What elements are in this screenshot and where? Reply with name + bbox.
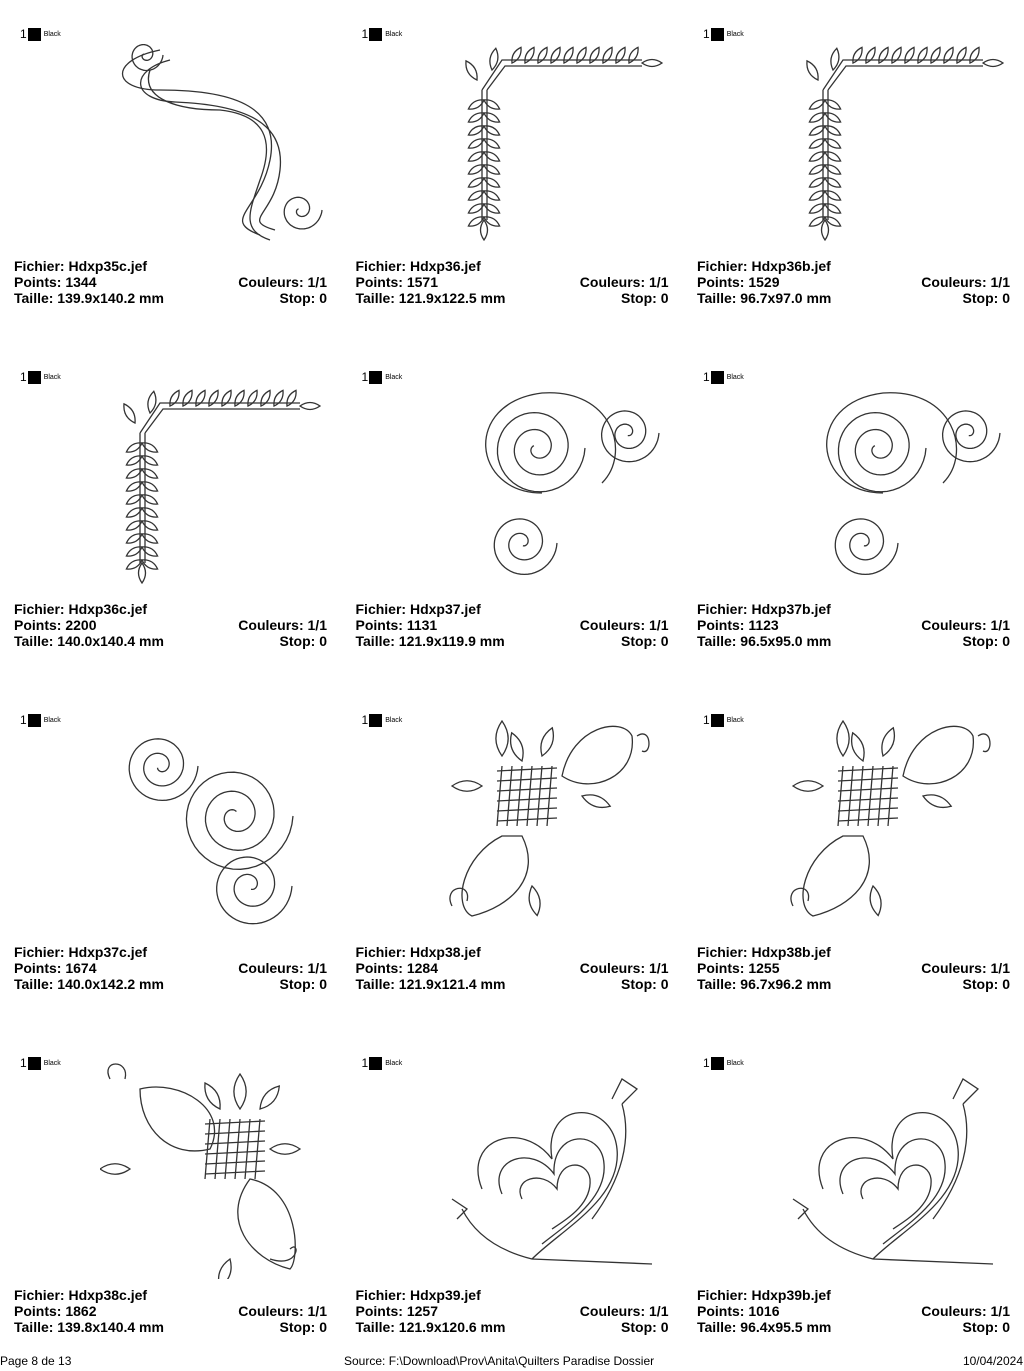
design-info bbox=[14, 1287, 327, 1335]
embroidery-drawing bbox=[783, 373, 1013, 593]
embroidery-drawing bbox=[783, 716, 1013, 936]
embroidery-preview bbox=[442, 373, 672, 593]
color-box bbox=[28, 28, 41, 41]
file-line: Fichier: Hdxp36c.jef bbox=[14, 601, 148, 617]
file-line: Fichier: Hdxp38b.jef bbox=[697, 944, 831, 960]
color-name: Black bbox=[726, 30, 744, 38]
color-box bbox=[28, 371, 41, 384]
points-line: Points: 1131 bbox=[355, 617, 438, 633]
colors-line: Couleurs: 1/1 bbox=[238, 960, 327, 976]
size-line: Taille: 121.9x119.9 mm bbox=[355, 633, 505, 649]
points-line: Points: 1257 bbox=[355, 1303, 438, 1319]
points-line: Points: 1571 bbox=[355, 274, 438, 290]
page-number: Page 8 de 13 bbox=[0, 1354, 72, 1368]
print-date: 10/04/2024 bbox=[962, 1354, 1023, 1368]
color-swatch bbox=[20, 713, 61, 727]
design-info bbox=[14, 258, 327, 306]
size-line: Taille: 139.9x140.2 mm bbox=[14, 290, 164, 306]
embroidery-drawing bbox=[442, 373, 672, 593]
design-info bbox=[697, 601, 1010, 649]
color-number: 1 bbox=[20, 713, 27, 727]
size-line: Taille: 140.0x140.4 mm bbox=[14, 633, 164, 649]
embroidery-drawing bbox=[442, 1059, 672, 1279]
file-line: Fichier: Hdxp37.jef bbox=[355, 601, 481, 617]
design-info bbox=[356, 601, 669, 649]
color-box bbox=[28, 1057, 41, 1070]
size-line: Taille: 96.4x95.5 mm bbox=[697, 1319, 832, 1335]
color-number: 1 bbox=[703, 713, 710, 727]
embroidery-preview bbox=[100, 1059, 330, 1279]
points-line: Points: 2200 bbox=[14, 617, 97, 633]
embroidery-preview bbox=[100, 373, 330, 593]
color-swatch bbox=[20, 1056, 61, 1070]
points-line: Points: 1674 bbox=[14, 960, 97, 976]
stop-line: Stop: 0 bbox=[279, 633, 327, 649]
color-swatch bbox=[703, 27, 744, 41]
embroidery-drawing bbox=[100, 373, 330, 593]
colors-line: Couleurs: 1/1 bbox=[921, 617, 1010, 633]
design-info bbox=[697, 258, 1010, 306]
colors-line: Couleurs: 1/1 bbox=[921, 274, 1010, 290]
color-number: 1 bbox=[20, 1056, 27, 1070]
color-number: 1 bbox=[703, 27, 710, 41]
design-info bbox=[14, 601, 327, 649]
colors-line: Couleurs: 1/1 bbox=[921, 960, 1010, 976]
stop-line: Stop: 0 bbox=[279, 290, 327, 306]
size-line: Taille: 96.7x96.2 mm bbox=[697, 976, 832, 992]
source-path: Source: F:\Download\Prov\Anita\Quilters Paradise Dossier bbox=[344, 1354, 655, 1368]
color-swatch bbox=[362, 370, 403, 384]
points-line: Points: 1123 bbox=[697, 617, 779, 633]
design-cell bbox=[342, 343, 683, 685]
color-name: Black bbox=[726, 716, 744, 724]
color-number: 1 bbox=[20, 27, 27, 41]
file-line: Fichier: Hdxp37b.jef bbox=[697, 601, 831, 617]
embroidery-drawing bbox=[100, 1059, 330, 1279]
color-swatch bbox=[703, 713, 744, 727]
embroidery-preview bbox=[783, 30, 1013, 250]
color-name: Black bbox=[43, 30, 61, 38]
color-name: Black bbox=[726, 1059, 744, 1067]
embroidery-drawing bbox=[442, 30, 672, 250]
color-number: 1 bbox=[361, 713, 369, 727]
embroidery-preview bbox=[783, 716, 1013, 936]
file-line: Fichier: Hdxp38.jef bbox=[355, 944, 481, 960]
color-box bbox=[711, 28, 724, 41]
color-number: 1 bbox=[361, 27, 369, 41]
design-cell bbox=[683, 686, 1024, 1028]
color-name: Black bbox=[385, 373, 403, 381]
stop-line: Stop: 0 bbox=[621, 290, 669, 306]
design-info bbox=[356, 258, 669, 306]
color-swatch bbox=[20, 370, 61, 384]
points-line: Points: 1284 bbox=[355, 960, 438, 976]
embroidery-preview bbox=[100, 30, 330, 250]
points-line: Points: 1016 bbox=[697, 1303, 780, 1319]
color-swatch bbox=[362, 1056, 403, 1070]
stop-line: Stop: 0 bbox=[621, 633, 669, 649]
color-swatch bbox=[703, 1056, 744, 1070]
size-line: Taille: 121.9x120.6 mm bbox=[355, 1319, 506, 1335]
colors-line: Couleurs: 1/1 bbox=[238, 617, 327, 633]
file-line: Fichier: Hdxp37c.jef bbox=[14, 944, 148, 960]
points-line: Points: 1255 bbox=[697, 960, 780, 976]
design-cell bbox=[683, 0, 1024, 342]
color-name: Black bbox=[726, 373, 744, 381]
color-box bbox=[369, 371, 382, 384]
color-swatch bbox=[362, 713, 403, 727]
color-number: 1 bbox=[703, 1056, 710, 1070]
color-box bbox=[369, 28, 382, 41]
design-info bbox=[356, 1287, 669, 1335]
embroidery-preview bbox=[783, 373, 1013, 593]
size-line: Taille: 121.9x121.4 mm bbox=[355, 976, 506, 992]
points-line: Points: 1862 bbox=[14, 1303, 97, 1319]
color-name: Black bbox=[43, 716, 61, 724]
stop-line: Stop: 0 bbox=[621, 976, 669, 992]
size-line: Taille: 139.8x140.4 mm bbox=[14, 1319, 164, 1335]
stop-line: Stop: 0 bbox=[962, 976, 1010, 992]
stop-line: Stop: 0 bbox=[962, 633, 1010, 649]
stop-line: Stop: 0 bbox=[279, 1319, 327, 1335]
page-footer bbox=[0, 1354, 1024, 1370]
color-swatch bbox=[362, 27, 403, 41]
colors-line: Couleurs: 1/1 bbox=[579, 617, 669, 633]
stop-line: Stop: 0 bbox=[962, 1319, 1010, 1335]
file-line: Fichier: Hdxp38c.jef bbox=[14, 1287, 148, 1303]
design-info bbox=[356, 944, 669, 992]
color-number: 1 bbox=[703, 370, 710, 384]
design-cell bbox=[0, 1029, 341, 1371]
stop-line: Stop: 0 bbox=[962, 290, 1010, 306]
color-number: 1 bbox=[20, 370, 27, 384]
embroidery-drawing bbox=[100, 30, 330, 250]
design-cell bbox=[0, 343, 341, 685]
color-name: Black bbox=[385, 1059, 403, 1067]
design-info bbox=[14, 944, 327, 992]
color-name: Black bbox=[43, 373, 61, 381]
design-info bbox=[697, 944, 1010, 992]
color-box bbox=[711, 1057, 724, 1070]
points-line: Points: 1344 bbox=[14, 274, 97, 290]
embroidery-preview bbox=[442, 30, 672, 250]
embroidery-drawing bbox=[783, 30, 1013, 250]
color-name: Black bbox=[43, 1059, 61, 1067]
design-cell bbox=[342, 0, 683, 342]
colors-line: Couleurs: 1/1 bbox=[579, 960, 669, 976]
color-number: 1 bbox=[361, 1056, 369, 1070]
embroidery-preview bbox=[442, 1059, 672, 1279]
stop-line: Stop: 0 bbox=[621, 1319, 669, 1335]
design-cell bbox=[683, 343, 1024, 685]
embroidery-preview bbox=[100, 716, 330, 936]
color-number: 1 bbox=[361, 370, 369, 384]
color-box bbox=[369, 1057, 382, 1070]
size-line: Taille: 140.0x142.2 mm bbox=[14, 976, 164, 992]
color-name: Black bbox=[385, 716, 403, 724]
design-cell bbox=[683, 1029, 1024, 1371]
file-line: Fichier: Hdxp35c.jef bbox=[14, 258, 148, 274]
color-box bbox=[28, 714, 41, 727]
colors-line: Couleurs: 1/1 bbox=[238, 274, 327, 290]
color-name: Black bbox=[385, 30, 403, 38]
embroidery-drawing bbox=[783, 1059, 1013, 1279]
colors-line: Couleurs: 1/1 bbox=[238, 1303, 327, 1319]
file-line: Fichier: Hdxp36b.jef bbox=[697, 258, 831, 274]
design-cell bbox=[0, 0, 341, 342]
embroidery-drawing bbox=[442, 716, 672, 936]
color-box bbox=[711, 371, 724, 384]
colors-line: Couleurs: 1/1 bbox=[579, 274, 669, 290]
size-line: Taille: 96.5x95.0 mm bbox=[697, 633, 832, 649]
size-line: Taille: 121.9x122.5 mm bbox=[355, 290, 506, 306]
color-swatch bbox=[20, 27, 61, 41]
color-box bbox=[369, 714, 382, 727]
color-box bbox=[711, 714, 724, 727]
file-line: Fichier: Hdxp36.jef bbox=[355, 258, 481, 274]
design-cell bbox=[342, 1029, 683, 1371]
size-line: Taille: 96.7x97.0 mm bbox=[697, 290, 832, 306]
colors-line: Couleurs: 1/1 bbox=[921, 1303, 1010, 1319]
design-cell bbox=[0, 686, 341, 1028]
color-swatch bbox=[703, 370, 744, 384]
design-info bbox=[697, 1287, 1010, 1335]
embroidery-preview bbox=[442, 716, 672, 936]
stop-line: Stop: 0 bbox=[279, 976, 327, 992]
embroidery-drawing bbox=[100, 716, 330, 936]
design-cell bbox=[342, 686, 683, 1028]
points-line: Points: 1529 bbox=[697, 274, 780, 290]
colors-line: Couleurs: 1/1 bbox=[579, 1303, 669, 1319]
embroidery-preview bbox=[783, 1059, 1013, 1279]
file-line: Fichier: Hdxp39.jef bbox=[355, 1287, 481, 1303]
file-line: Fichier: Hdxp39b.jef bbox=[697, 1287, 831, 1303]
